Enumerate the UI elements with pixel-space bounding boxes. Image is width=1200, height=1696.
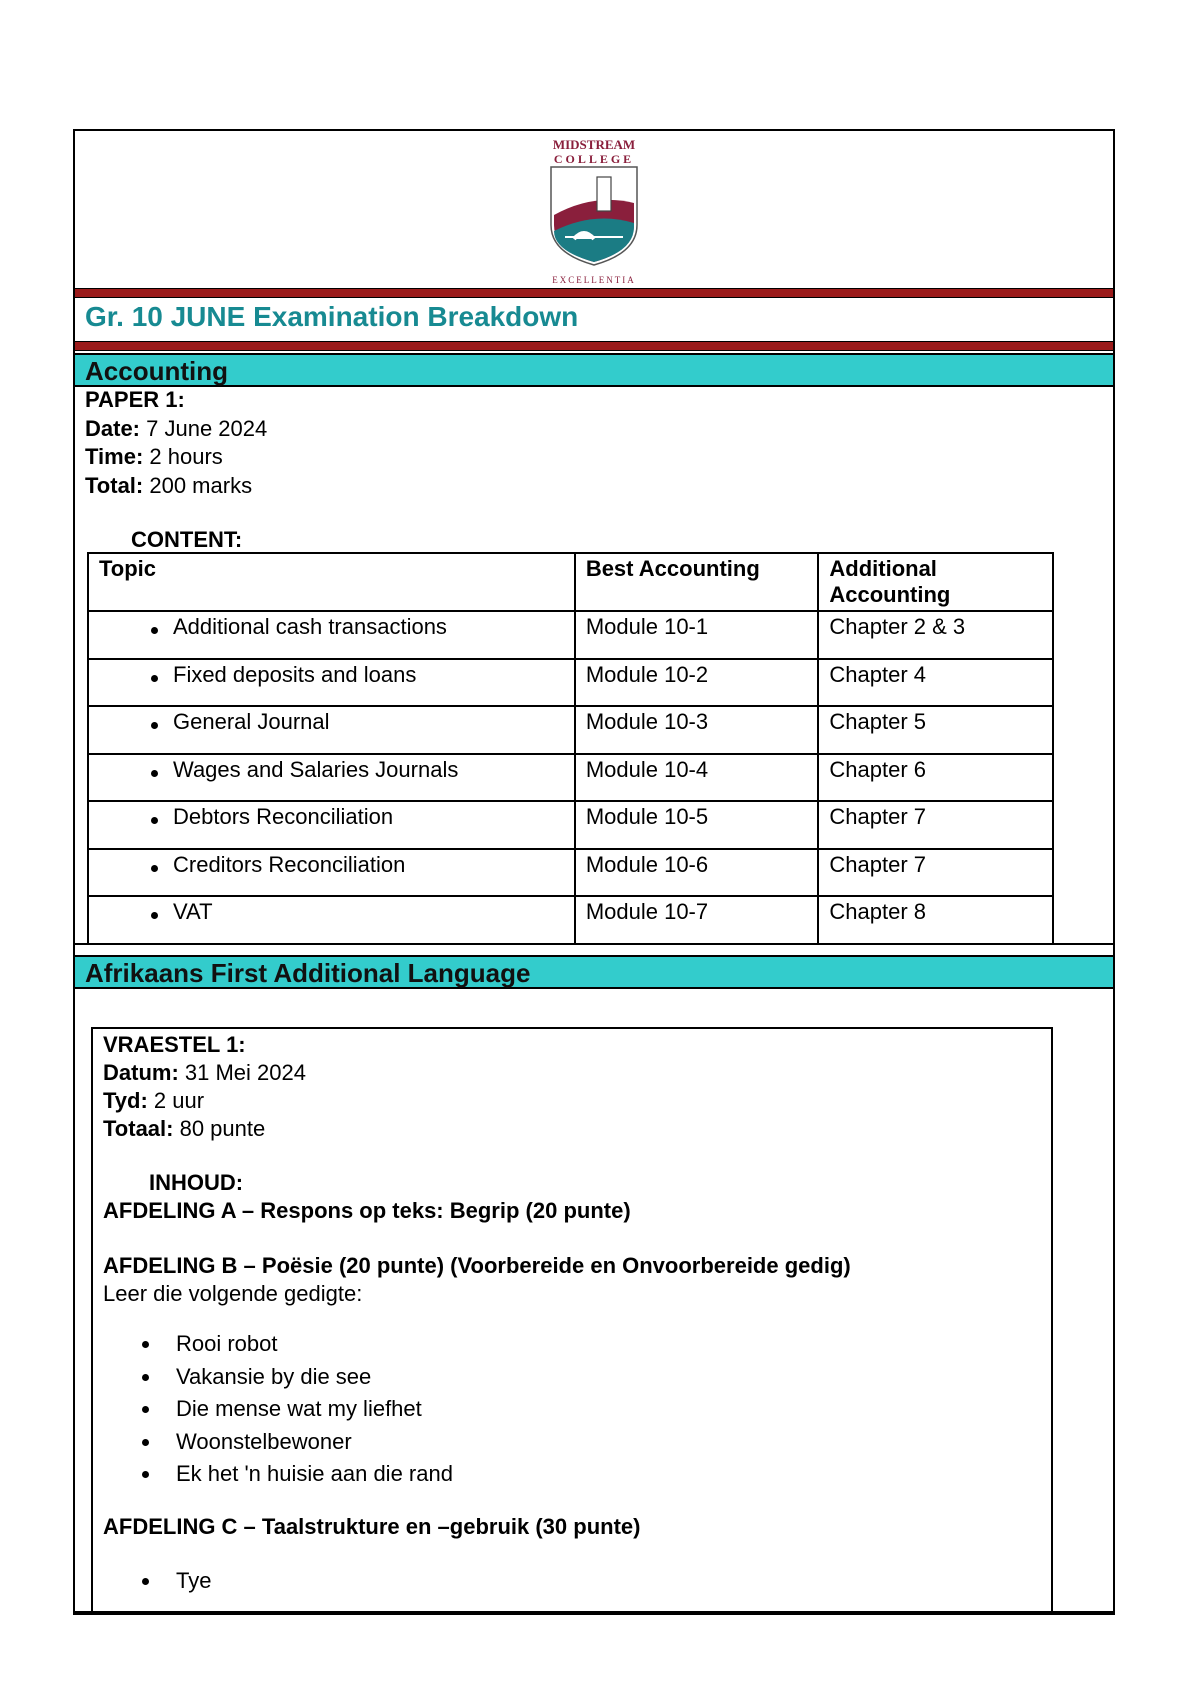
additional-cell: Chapter 5 [818, 706, 1053, 754]
total-value: 200 marks [143, 472, 253, 498]
total-label: Total: [85, 472, 144, 498]
datum-value: 31 Mei 2024 [178, 1060, 306, 1085]
table-row [88, 706, 1053, 754]
column-header-topic: Topic [88, 553, 575, 611]
totaal-value: 80 punte [173, 1116, 266, 1141]
additional-cell: Chapter 6 [818, 754, 1053, 802]
list-item: Tye [103, 1565, 1043, 1598]
date-value: 7 June 2024 [140, 415, 268, 441]
additional-cell: Chapter 4 [818, 659, 1053, 707]
topic-cell: General Journal [88, 706, 575, 754]
accounting-content-table [87, 552, 1054, 945]
column-header-additional: Additional Accounting [818, 553, 1053, 611]
additional-cell: Chapter 2 & 3 [818, 611, 1053, 659]
logo-motto: EXCELLENTIA [552, 275, 636, 285]
table-row [88, 659, 1053, 707]
afrikaans-heading: Afrikaans First Additional Language [85, 958, 531, 988]
red-divider-top [75, 288, 1113, 298]
section-a: AFDELING A – Respons op teks: Begrip (20 punte) [103, 1198, 631, 1223]
best-cell: Module 10-5 [575, 801, 819, 849]
list-item: Ek het 'n huisie aan die rand [103, 1458, 1043, 1491]
accounting-heading: Accounting [85, 356, 228, 386]
header-logo-area [75, 131, 1113, 289]
topic-cell: Creditors Reconciliation [88, 849, 575, 897]
date-label: Date: [85, 415, 141, 441]
afrikaans-section-header [75, 955, 1113, 989]
vraestel-label: VRAESTEL 1: [103, 1032, 246, 1057]
additional-cell: Chapter 7 [818, 801, 1053, 849]
column-header-best: Best Accounting [575, 553, 819, 611]
accounting-paper-info [85, 386, 267, 500]
best-cell: Module 10-6 [575, 849, 819, 897]
tyd-label: Tyd: [103, 1088, 148, 1113]
list-item: Vakansie by die see [103, 1361, 1043, 1394]
best-cell: Module 10-4 [575, 754, 819, 802]
section-c: AFDELING C – Taalstrukture en –gebruik (30 punte) [103, 1513, 641, 1539]
list-item: Die mense wat my liefhet [103, 1393, 1043, 1426]
time-label: Time: [85, 444, 144, 469]
table-row [88, 611, 1053, 659]
logo-line1: MIDSTREAM [552, 137, 636, 152]
afrikaans-content-box [91, 1027, 1053, 1615]
accounting-section-header [75, 353, 1113, 387]
poems-intro: Leer die volgende gedigte: [103, 1281, 363, 1306]
page-title: Gr. 10 JUNE Examination Breakdown [85, 301, 579, 332]
table-row [88, 849, 1053, 897]
school-crest-logo [535, 133, 653, 287]
best-cell: Module 10-7 [575, 896, 819, 944]
poem-list [103, 1328, 1043, 1491]
best-cell: Module 10-2 [575, 659, 819, 707]
paper-label: PAPER 1: [85, 387, 185, 412]
crest-tower [597, 177, 611, 211]
logo-line2: COLLEGE [553, 152, 635, 166]
list-item: Woonstelbewoner [103, 1426, 1043, 1459]
section-b: AFDELING B – Poësie (20 punte) (Voorbereide en Onvoorbereide gedig) [103, 1253, 851, 1278]
table-row [88, 896, 1053, 944]
best-cell: Module 10-1 [575, 611, 819, 659]
inhoud-label: INHOUD: [149, 1170, 244, 1195]
table-row [88, 801, 1053, 849]
afrikaans-content [103, 1031, 1043, 1597]
additional-cell: Chapter 7 [818, 849, 1053, 897]
document-frame [73, 129, 1115, 1615]
section-divider [75, 943, 1113, 953]
topic-cell: Fixed deposits and loans [88, 659, 575, 707]
table-header-row [88, 553, 1053, 611]
accounting-content-label: CONTENT: [131, 527, 243, 552]
time-value: 2 hours [143, 444, 223, 469]
tyd-value: 2 uur [147, 1088, 205, 1113]
topic-cell: Debtors Reconciliation [88, 801, 575, 849]
list-item: Rooi robot [103, 1328, 1043, 1361]
best-cell: Module 10-3 [575, 706, 819, 754]
topic-cell: Additional cash transactions [88, 611, 575, 659]
topic-cell: VAT [88, 896, 575, 944]
frame-bottom-border [75, 1611, 1113, 1613]
table-row [88, 754, 1053, 802]
totaal-label: Totaal: [103, 1116, 174, 1141]
section-c-list [103, 1565, 1043, 1598]
additional-cell: Chapter 8 [818, 896, 1053, 944]
datum-label: Datum: [103, 1060, 179, 1085]
red-divider-bottom [75, 341, 1113, 351]
topic-cell: Wages and Salaries Journals [88, 754, 575, 802]
